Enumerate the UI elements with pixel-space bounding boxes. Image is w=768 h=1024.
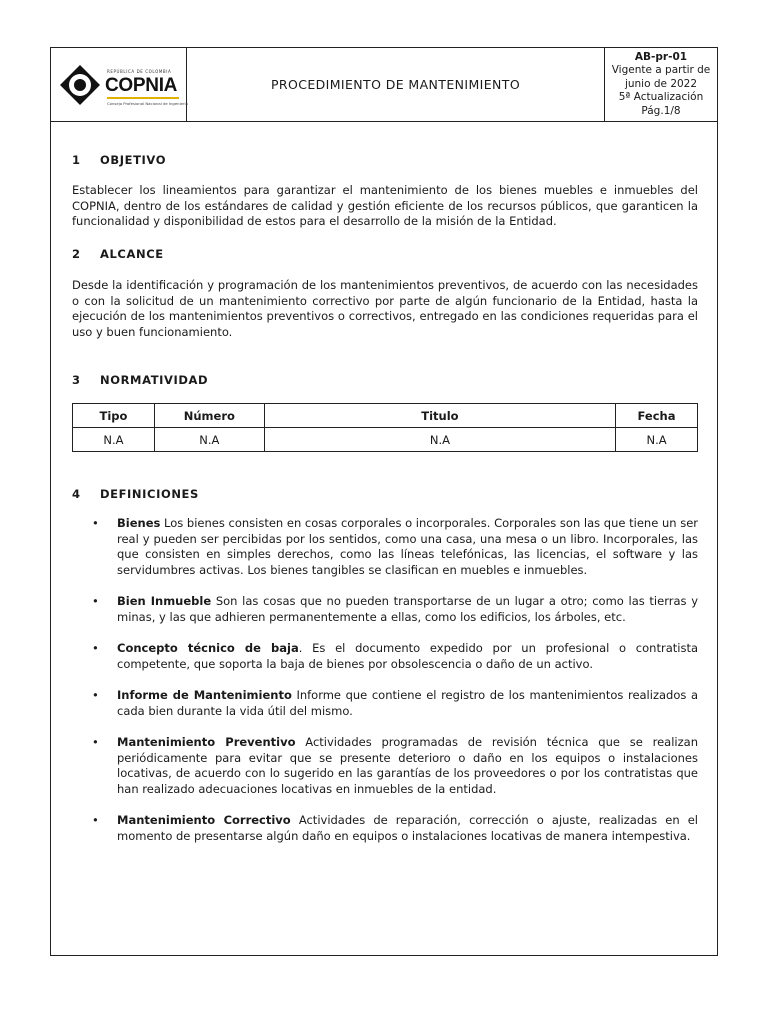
document-title: PROCEDIMIENTO DE MANTENIMIENTO: [187, 48, 605, 121]
list-item: [72, 813, 698, 844]
column-header-tipo: Tipo: [73, 404, 155, 428]
definition-text: . Es el documento expedido por un profesional o contratista competente, que soporta la baja de bienes por obsolescencia o daño de un activo.: [117, 641, 698, 671]
definitions-list: [72, 516, 698, 844]
bullet-icon: •: [92, 594, 99, 608]
section-number: 1: [72, 153, 81, 167]
document-code-cell: [605, 48, 717, 121]
logo-accent-bar: [107, 97, 179, 99]
section-number: 3: [72, 373, 81, 387]
definition-text: Informe que contiene el registro de los mantenimientos realizados a cada bien durante la vida útil del mismo.: [117, 688, 698, 718]
section-heading-definiciones: [72, 487, 199, 501]
alcance-paragraph: Desde la identificación y programación de los mantenimientos preventivos, de acuerdo con las necesidades o con la solicitud de un mantenimiento correctivo por parte de algún funcionario de la Entidad, hasta la ejecución de los mantenimientos preventivos o correctivos, entregado en las condiciones requeridas para el uso y buen funcionamiento.: [72, 278, 698, 339]
document-header: [51, 48, 717, 122]
table-header-row: [73, 404, 698, 428]
section-title: DEFINICIONES: [100, 487, 199, 501]
bullet-icon: •: [92, 813, 99, 827]
logo-cell: [51, 48, 187, 121]
page-number: Pág.1/8: [641, 104, 681, 117]
normatividad-table: [72, 403, 698, 452]
section-heading-alcance: [72, 247, 164, 261]
definition-term: Mantenimiento Correctivo: [117, 813, 291, 827]
definition-term: Bien Inmueble: [117, 594, 212, 608]
definition-text: Actividades programadas de revisión técnica que se realizan periódicamente para evitar que se presente deterioro o daño en los equipos o instalaciones locativas, de acuerdo con lo sugerido en las garantías de los proveedores o por los contratistas que han realizado adecuaciones locativas en inmuebles de la entidad.: [117, 735, 698, 796]
definition-text: Los bienes consisten en cosas corporales o incorporales. Corporales son las que tiene un ser real y pueden ser percibidas por los sentidos, como una casa, una mesa o un libro. Incorporales, las que consisten en simples derechos, como las líneas telefónicas, las licencias, el software y las servidumbres activas. Los bienes tangibles se clasifican en muebles e inmuebles.: [117, 516, 698, 577]
cell-titulo: N.A: [264, 428, 615, 452]
section-heading-objetivo: [72, 153, 166, 167]
valid-from-line1: Vigente a partir de: [611, 64, 711, 77]
bullet-icon: •: [92, 688, 99, 702]
cell-tipo: N.A: [73, 428, 155, 452]
definition-text: Actividades de reparación, corrección o ajuste, realizadas en el momento de presentarse algún daño en equipos o instalaciones locativas de manera intempestiva.: [117, 813, 699, 843]
cell-fecha: N.A: [616, 428, 698, 452]
list-item: [72, 516, 698, 578]
document-code: AB-pr-01: [634, 50, 688, 63]
list-item: [72, 641, 698, 672]
copnia-logo-icon: [59, 64, 101, 106]
logo-name: COPNIA: [105, 75, 178, 96]
logo-tagline: Consejo Profesional Nacional de Ingeniería: [107, 101, 188, 106]
definition-term: Informe de Mantenimiento: [117, 688, 292, 702]
objetivo-paragraph: Establecer los lineamientos para garantizar el mantenimiento de los bienes muebles e inmuebles del COPNIA, dentro de los estándares de calidad y gestión eficiente de los recursos públicos, que garanticen la funcionalidad y disponibilidad de estos para el desarrollo de la misión de la Entidad.: [72, 183, 698, 228]
update-number: 5ª Actualización: [618, 91, 704, 104]
list-item: [72, 594, 698, 625]
cell-numero: N.A: [154, 428, 264, 452]
bullet-icon: •: [92, 516, 99, 530]
definition-term: Concepto técnico de baja: [117, 641, 299, 655]
document-page: [50, 47, 718, 956]
definition-term: Mantenimiento Preventivo: [117, 735, 296, 749]
section-number: 2: [72, 247, 81, 261]
valid-from-line2: junio de 2022: [624, 77, 698, 90]
definition-term: Bienes: [117, 516, 161, 530]
definition-text: Son las cosas que no pueden transportarse de un lugar a otro; como las tierras y minas, y las que adhieren permanentemente a ellas, como los edificios, los árboles, etc.: [117, 594, 698, 624]
section-title: OBJETIVO: [100, 153, 167, 167]
list-item: [72, 735, 698, 797]
bullet-icon: •: [92, 735, 99, 749]
column-header-fecha: Fecha: [616, 404, 698, 428]
logo-country-text: REPÚBLICA DE COLOMBIA: [107, 69, 172, 74]
section-title: NORMATIVIDAD: [100, 373, 209, 387]
section-title: ALCANCE: [100, 247, 164, 261]
bullet-icon: •: [92, 641, 99, 655]
section-heading-normatividad: [72, 373, 208, 387]
column-header-numero: Número: [154, 404, 264, 428]
list-item: [72, 688, 698, 719]
column-header-titulo: Titulo: [264, 404, 615, 428]
table-row: [73, 428, 698, 452]
section-number: 4: [72, 487, 81, 501]
